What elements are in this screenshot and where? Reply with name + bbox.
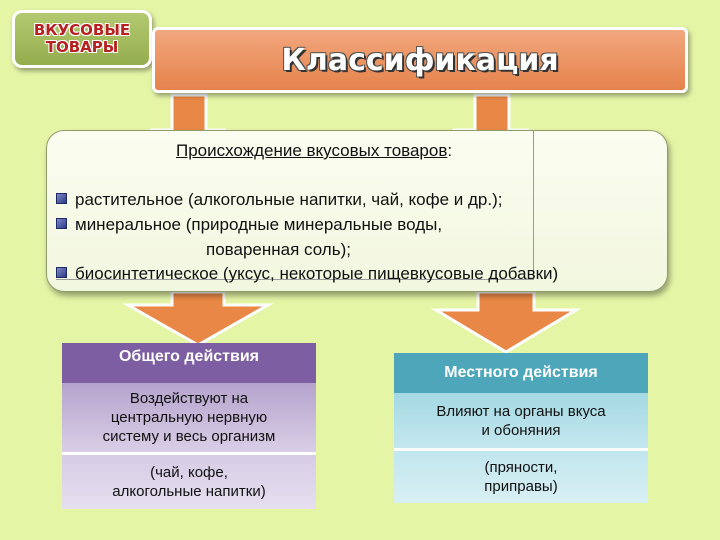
origin-item-text: биосинтетическое (уксус, некоторые пищевкусовые добавки) bbox=[75, 264, 559, 283]
arrow-bottom-left bbox=[128, 292, 268, 345]
left-table-header: Общего действия bbox=[62, 343, 316, 383]
origin-item bbox=[56, 190, 502, 210]
origin-heading-text: Происхождение вкусовых товаров bbox=[176, 141, 448, 160]
left-table-row-examples: (чай, кофе, алкогольные напитки) bbox=[62, 455, 316, 509]
right-table-header: Местного действия bbox=[394, 353, 648, 393]
category-badge bbox=[12, 10, 152, 68]
left-table-row-description: Воздействуют на центральную нервную систему и весь организм bbox=[62, 383, 316, 455]
origin-item bbox=[56, 215, 442, 235]
origin-heading-colon: : bbox=[447, 141, 453, 160]
origin-item-text: минеральное (природные минеральные воды, bbox=[75, 215, 443, 234]
square-bullet-icon bbox=[56, 218, 67, 229]
right-table-row-examples: (пряности, приправы) bbox=[394, 451, 648, 503]
square-bullet-icon bbox=[56, 193, 67, 204]
origin-heading bbox=[176, 141, 452, 161]
square-bullet-icon bbox=[56, 267, 67, 278]
arrow-bottom-right bbox=[436, 292, 576, 352]
title-banner bbox=[152, 27, 688, 93]
origin-item-text: растительное (алкогольные напитки, чай, кофе и др.); bbox=[75, 190, 503, 209]
right-table-row-description: Влияют на органы вкуса и обоняния bbox=[394, 393, 648, 451]
origin-item-continuation: поваренная соль); bbox=[206, 240, 351, 259]
badge-text: ВКУСОВЫЕ ТОВАРЫ bbox=[33, 21, 131, 56]
origin-item bbox=[56, 264, 558, 284]
page-title: Классификация bbox=[281, 42, 559, 78]
